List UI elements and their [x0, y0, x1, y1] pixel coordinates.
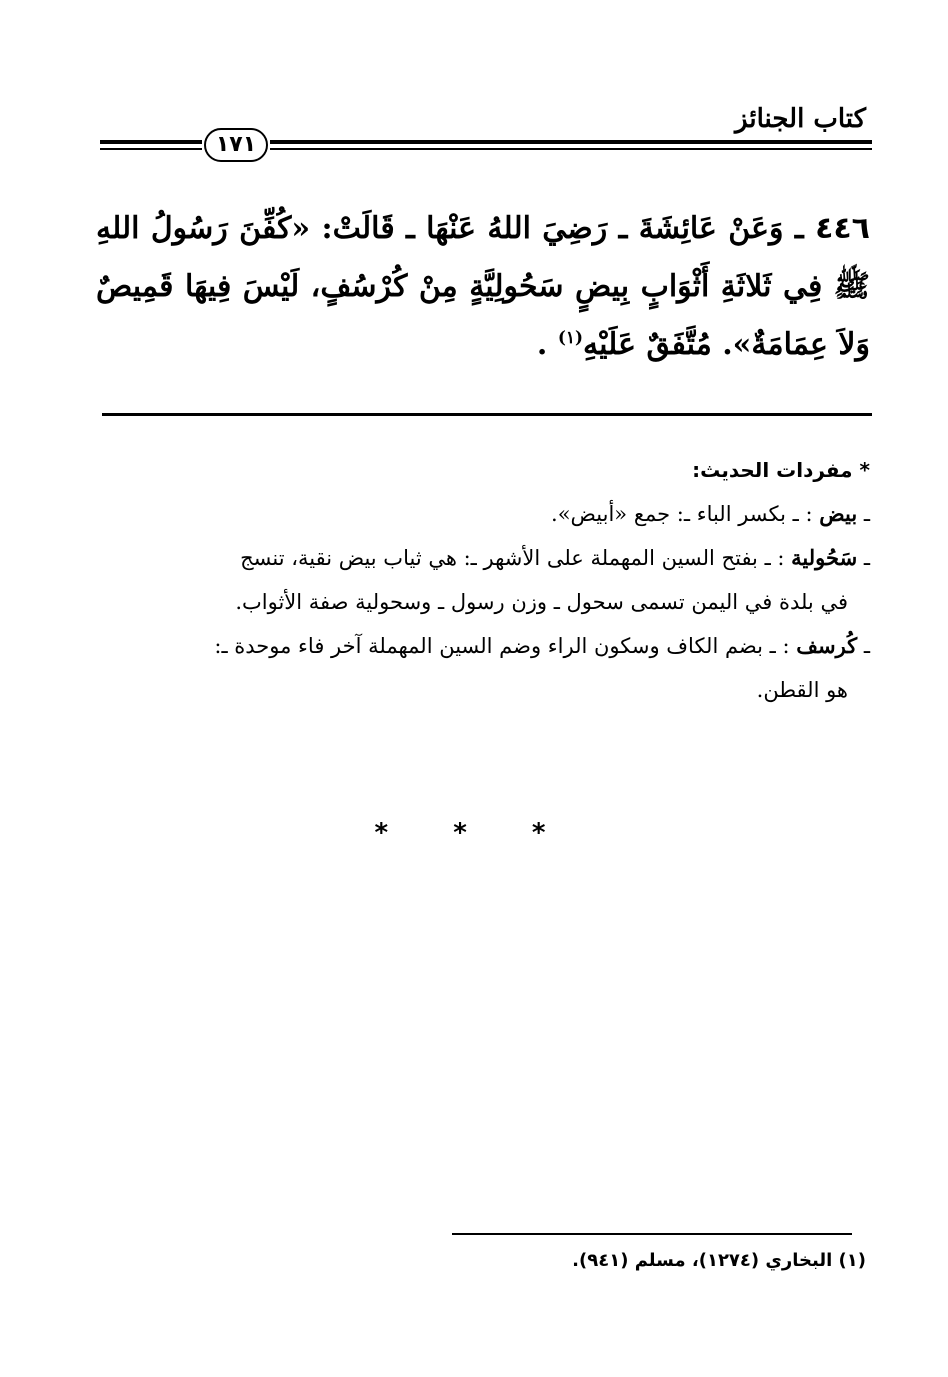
entry-term: بيض — [819, 501, 858, 526]
entry-dash: ـ — [857, 546, 870, 570]
vocabulary-heading: * مفردات الحديث: — [692, 458, 870, 482]
entry-continuation: هو القطن. — [756, 678, 848, 702]
running-header-title: كتاب الجنائز — [735, 104, 866, 134]
entry-definition: : ـ بضم الكاف وسكون الراء وضم السين المهملة آخر فاء موحدة ـ: — [214, 634, 790, 658]
entry-term: سَحُولية — [791, 545, 858, 570]
footnote-reference-mark: (١) — [557, 328, 584, 348]
entry-dash: ـ — [857, 634, 870, 658]
section-divider — [102, 413, 872, 416]
hadith-end-period: . — [536, 327, 548, 362]
header-rule-right — [270, 140, 872, 150]
hadith-body: وَعَنْ عَائِشَةَ ـ رَضِيَ اللهُ عَنْهَا ـ قَالَتْ: «كُفِّنَ رَسُولُ اللهِ ﷺ فِي ثَلاثَةِ أَثْوَابٍ بِيضٍ سَحُولِيَّةٍ مِنْ كُرْسُفٍ، لَيْسَ فِيهَا قَمِيصٌ وَلاَ عِمَامَةٌ». مُتَّفَقٌ عَلَيْهِ — [96, 211, 870, 362]
entry-definition: : ـ بكسر الباء ـ: جمع «أبيض». — [551, 502, 813, 526]
vocabulary-entry — [96, 624, 870, 668]
hadith-number-separator: ـ — [794, 211, 804, 246]
page-number: ١٧١ — [204, 128, 268, 162]
header-rule-left — [100, 140, 202, 150]
vocabulary-section — [96, 448, 870, 712]
entry-continuation: في بلدة في اليمن تسمى سحول ـ وزن رسول ـ وسحولية صفة الأثواب. — [235, 590, 848, 614]
entry-definition: : ـ بفتح السين المهملة على الأشهر ـ: هي ثياب بيض نقية، تنسج — [240, 546, 785, 570]
footnote-rule — [452, 1233, 852, 1235]
entry-term: كُرسف — [796, 633, 858, 658]
footnote: (١) البخاري (١٢٧٤)، مسلم (٩٤١). — [572, 1250, 866, 1271]
hadith-number: ٤٤٦ — [815, 211, 870, 246]
vocabulary-entry — [96, 536, 870, 580]
vocabulary-entry — [96, 492, 870, 536]
hadith-text-block — [96, 200, 870, 374]
section-separator-stars: * * * — [374, 818, 574, 848]
entry-dash: ـ — [857, 502, 870, 526]
